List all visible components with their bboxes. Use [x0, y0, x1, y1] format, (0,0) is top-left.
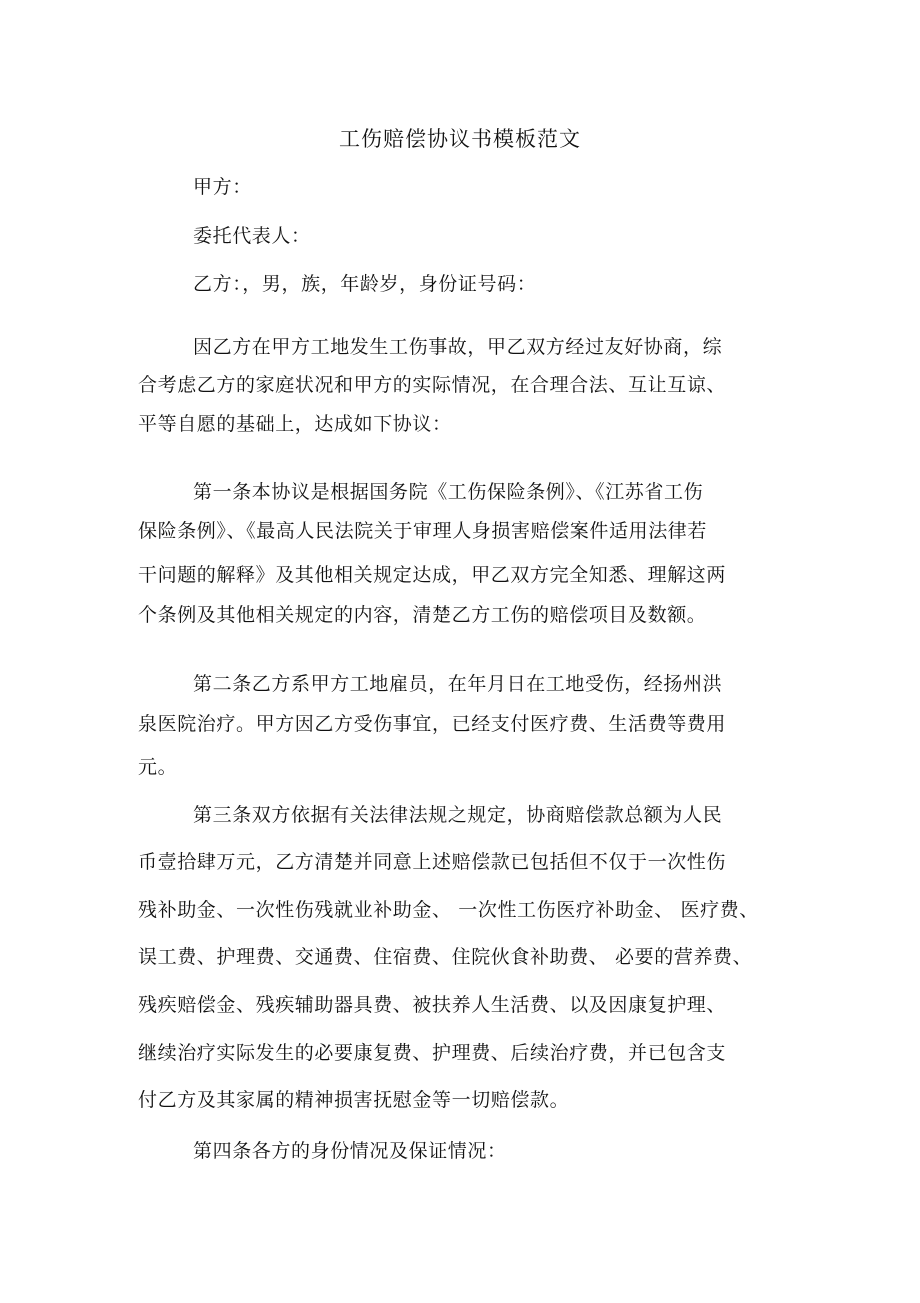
party-a-line: 甲方： [193, 176, 252, 198]
paragraph-line: 泉医院治疗。甲方因乙方受伤事宜，已经支付医疗费、生活费等费用 [138, 713, 727, 735]
paragraph-line: 合考虑乙方的家庭状况和甲方的实际情况，在合理合法、互让互谅、 [138, 374, 727, 396]
paragraph-line: 残疾赔偿金、残疾辅助器具费、被扶养人生活费、以及因康复护理、 [138, 994, 727, 1016]
party-b-line: 乙方：，男，族，年龄岁，身份证号码： [193, 273, 537, 295]
representative-line: 委托代表人： [193, 225, 311, 247]
paragraph-line: 第二条乙方系甲方工地雇员，在年月日在工地受伤，经扬州洪 [193, 673, 723, 695]
document-title: 工伤赔偿协议书模板范文 [339, 127, 581, 151]
paragraph-line: 第一条本协议是根据国务院《工伤保险条例》、《江苏省工伤 [193, 481, 704, 503]
article-4-heading: 第四条各方的身份情况及保证情况： [193, 1140, 507, 1162]
paragraph-line: 第三条双方依据有关法律法规之规定，协商赔偿款总额为人民 [193, 804, 723, 826]
paragraph-line: 误工费、护理费、交通费、住宿费、住院伙食补助费、 必要的营养费、 [138, 946, 753, 968]
paragraph-line: 因乙方在甲方工地发生工伤事故，甲乙双方经过友好协商，综 [193, 336, 723, 358]
paragraph-line: 残补助金、一次性伤残就业补助金、 一次性工伤医疗补助金、 医疗费、 [138, 899, 759, 921]
paragraph-line: 元。 [138, 756, 178, 778]
paragraph-line: 币壹拾肆万元，乙方清楚并同意上述赔偿款已包括但不仅于一次性伤 [138, 851, 727, 873]
paragraph-line: 付乙方及其家属的精神损害抚慰金等一切赔偿款。 [138, 1089, 570, 1111]
paragraph-line: 继续治疗实际发生的必要康复费、护理费、后续治疗费，并已包含支 [138, 1042, 727, 1064]
paragraph-line: 干问题的解释》及其他相关规定达成，甲乙双方完全知悉、理解这两 [138, 564, 727, 586]
paragraph-line: 保险条例》、《最高人民法院关于审理人身损害赔偿案件适用法律若 [138, 520, 708, 542]
paragraph-line: 个条例及其他相关规定的内容，清楚乙方工伤的赔偿项目及数额。 [138, 604, 707, 626]
paragraph-line: 平等自愿的基础上，达成如下协议： [138, 413, 452, 435]
